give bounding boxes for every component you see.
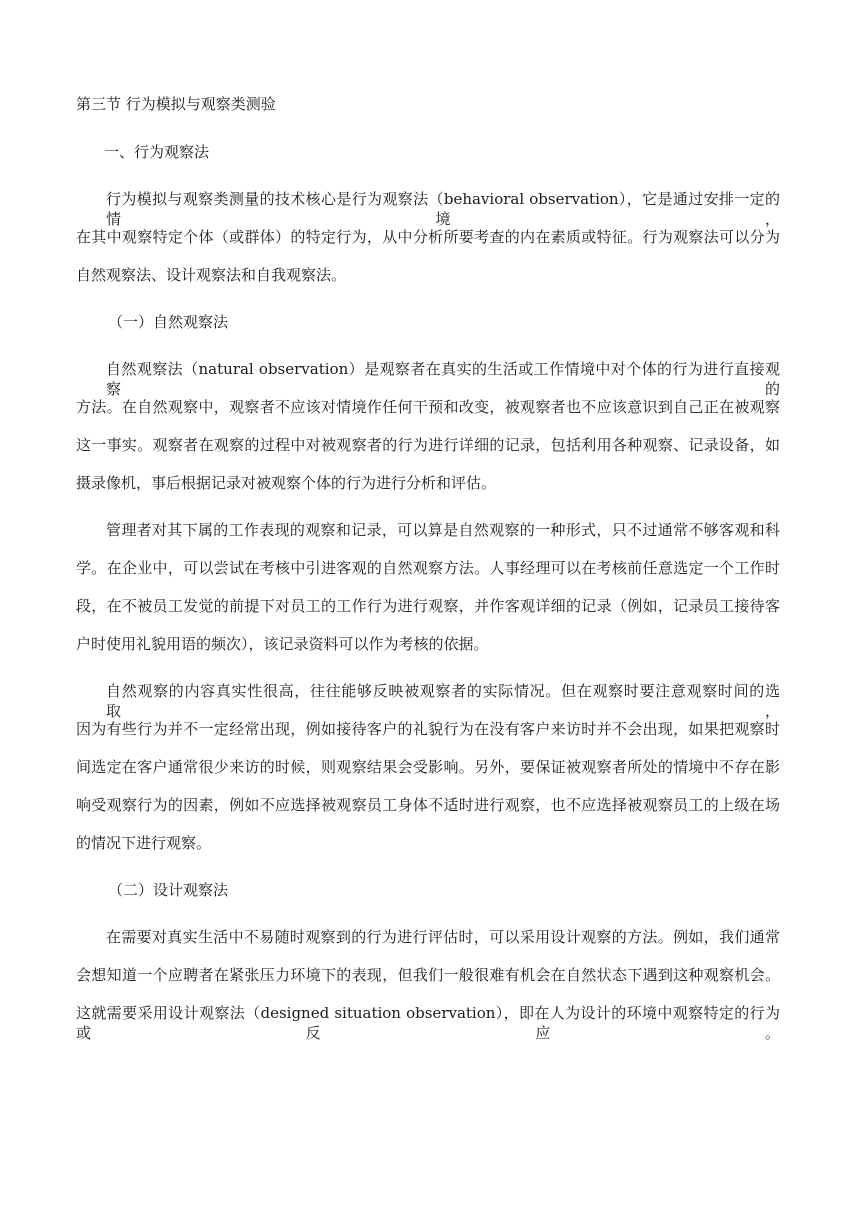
- paragraph-line: 响受观察行为的因素，例如不应选择被观察员工身体不适时进行观察，也不应选择被观察员工的上级在场: [76, 796, 780, 814]
- paragraph-line: 学。在企业中，可以尝试在考核中引进客观的自然观察方法。人事经理可以在考核前任意选定一个工作时: [76, 559, 780, 577]
- document-page: [76, 94, 780, 1050]
- heading-behavior-observation: 一、行为观察法: [104, 143, 210, 161]
- paragraph-line: 方法。在自然观察中，观察者不应该对情境作任何干预和改变，被观察者也不应该意识到自己正在被观察: [76, 398, 780, 416]
- paragraph-natural-authenticity: [76, 681, 780, 853]
- subheading-designed-observation: （二）设计观察法: [108, 881, 229, 899]
- paragraph-line: 自然观察法、设计观察法和自我观察法。: [76, 266, 347, 284]
- paragraph-line: 户时使用礼貌用语的频次），该记录资料可以作为考核的依据。: [76, 635, 489, 653]
- paragraph-line: 间选定在客户通常很少来访的时候，则观察结果会受影响。另外，要保证被观察者所处的情境中不存在影: [76, 758, 780, 776]
- paragraph-line: 在需要对真实生活中不易随时观察到的行为进行评估时，可以采用设计观察的方法。例如，我们通常: [106, 928, 780, 946]
- paragraph-line: 在其中观察特定个体（或群体）的特定行为，从中分析所要考查的内在素质或特征。行为观察法可以分为: [76, 228, 780, 246]
- paragraph-line: 段，在不被员工发觉的前提下对员工的工作行为进行观察，并作客观详细的记录（例如，记录员工接待客: [76, 597, 780, 615]
- paragraph-line: 这一事实。观察者在观察的过程中对被观察者的行为进行详细的记录，包括利用各种观察、记录设备，如: [76, 436, 780, 454]
- section-title: 第三节 行为模拟与观察类测验: [76, 95, 276, 113]
- subheading-natural-observation: （一）自然观察法: [108, 313, 229, 331]
- paragraph-natural-definition: [76, 359, 780, 493]
- paragraph-line: 自然观察的内容真实性很高，往往能够反映被观察者的实际情况。但在观察时要注意观察时间的选取，: [106, 682, 780, 720]
- paragraph-line: 管理者对其下属的工作表现的观察和记录，可以算是自然观察的一种形式，只不过通常不够客观和科: [106, 521, 780, 539]
- paragraph-line: 摄录像机，事后根据记录对被观察个体的行为进行分析和评估。: [76, 474, 497, 492]
- paragraph-line: 会想知道一个应聘者在紧张压力环境下的表现，但我们一般很难有机会在自然状态下遇到这种观察机会。: [76, 966, 780, 984]
- paragraph-manager-observation: [76, 520, 780, 654]
- paragraph-intro: [76, 189, 780, 285]
- paragraph-line: 这就需要采用设计观察法（designed situation observation），即在人为设计的环境中观察特定的行为或反应。: [76, 1004, 780, 1042]
- paragraph-line: 自然观察法（natural observation）是观察者在真实的生活或工作情境中对个体的行为进行直接观察的: [106, 360, 780, 398]
- paragraph-line: 的情况下进行观察。: [76, 834, 212, 852]
- paragraph-line: 因为有些行为并不一定经常出现，例如接待客户的礼貌行为在没有客户来访时并不会出现，如果把观察时: [76, 720, 780, 738]
- paragraph-line: 行为模拟与观察类测量的技术核心是行为观察法（behavioral observation），它是通过安排一定的情境，: [106, 190, 780, 228]
- paragraph-designed-observation: [76, 927, 780, 1042]
